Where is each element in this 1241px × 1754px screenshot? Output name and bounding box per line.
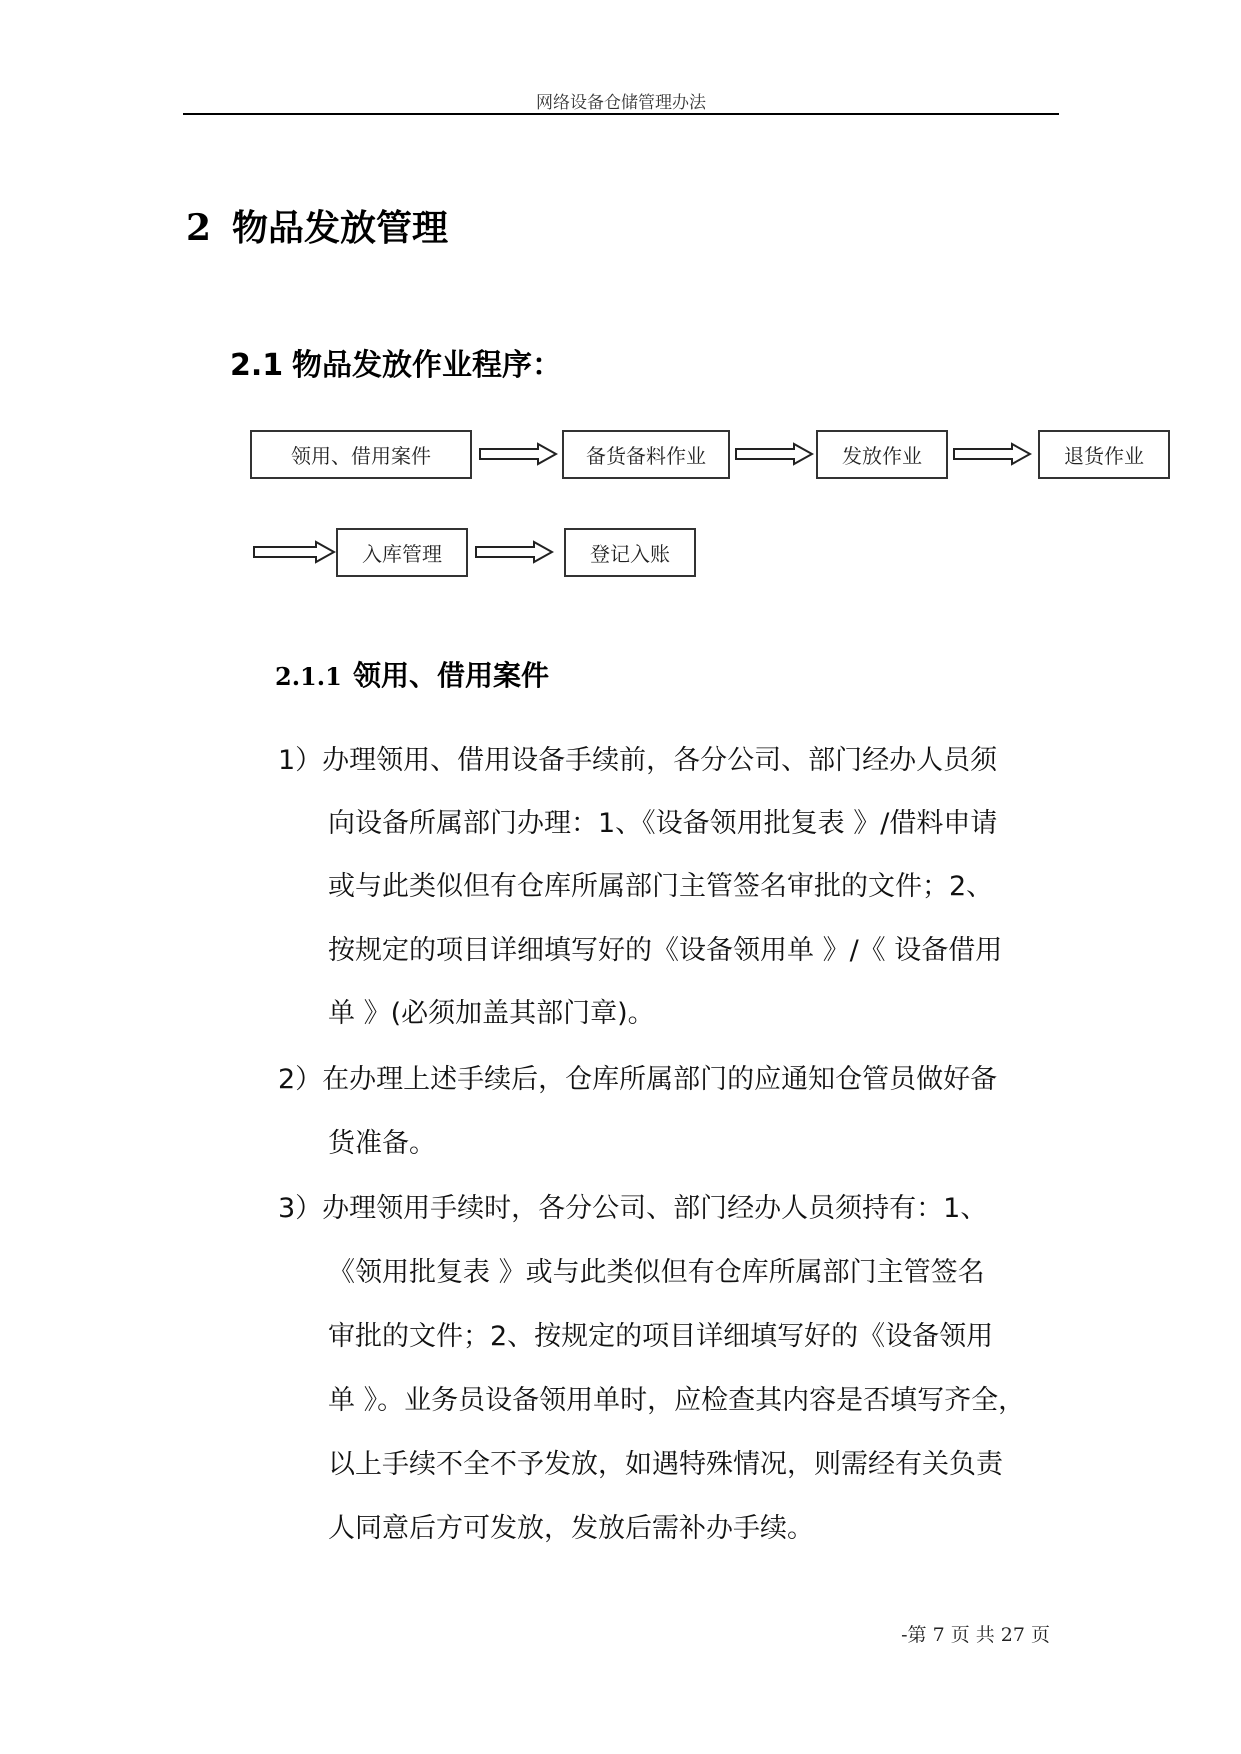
subsection-title: 物品发放作业程序： — [292, 348, 562, 383]
subsubsection-heading — [275, 654, 549, 694]
flow-arrow-5 — [474, 540, 554, 564]
flow-arrow-1 — [478, 442, 558, 466]
paragraph-line: 以上手续不全不予发放，如遇特殊情况，则需经有关负责 — [328, 1449, 1003, 1480]
flow-step-record: 登记入账 — [564, 528, 696, 577]
flow-step-warehousing: 入库管理 — [336, 528, 468, 577]
section-heading — [186, 200, 448, 251]
paragraph-line: 或与此类似但有仓库所属部门主管签名审批的文件；2、 — [328, 871, 994, 902]
section-number: 2 — [186, 207, 212, 249]
flow-step-issue: 发放作业 — [816, 430, 948, 479]
page-number: -第 7 页 共 27 页 — [901, 1624, 1050, 1646]
paragraph-line: 按规定的项目详细填写好的《设备领用单 》/《 设备借用 — [328, 935, 1003, 966]
paragraph-line: 1）办理领用、借用设备手续前，各分公司、部门经办人员须 — [278, 745, 998, 776]
flow-arrow-4 — [252, 540, 336, 564]
flow-step-prepare: 备货备料作业 — [562, 430, 730, 479]
subsubsection-number: 2.1.1 — [275, 662, 342, 691]
subsection-number: 2.1 — [230, 348, 284, 383]
paragraph-line: 3）办理领用手续时，各分公司、部门经办人员须持有：1、 — [278, 1193, 988, 1224]
paragraph-line: 单 》(必须加盖其部门章)。 — [328, 998, 655, 1029]
paragraph-line: 人同意后方可发放，发放后需补办手续。 — [328, 1513, 814, 1544]
subsubsection-title: 领用、借用案件 — [353, 659, 550, 692]
flow-arrow-2 — [734, 442, 814, 466]
paragraph-line: 《领用批复表 》或与此类似但有仓库所属部门主管签名 — [328, 1257, 985, 1288]
section-title: 物品发放管理 — [232, 208, 449, 249]
running-header: 网络设备仓储管理办法 — [536, 93, 706, 113]
paragraph-line: 审批的文件；2、按规定的项目详细填写好的《设备领用 — [328, 1321, 994, 1352]
paragraph-line: 单 》。业务员设备领用单时，应检查其内容是否填写齐全， — [328, 1385, 1026, 1416]
paragraph-line: 货准备。 — [328, 1128, 436, 1159]
header-rule — [183, 113, 1059, 115]
paragraph-line: 2）在办理上述手续后，仓库所属部门的应通知仓管员做好备 — [278, 1064, 998, 1095]
paragraph-line: 向设备所属部门办理：1、《设备领用批复表 》/借料申请 — [328, 808, 998, 839]
subsection-heading — [230, 340, 562, 384]
flow-arrow-3 — [952, 442, 1032, 466]
flow-step-borrow-case: 领用、借用案件 — [250, 430, 472, 479]
flow-step-return: 退货作业 — [1038, 430, 1170, 479]
